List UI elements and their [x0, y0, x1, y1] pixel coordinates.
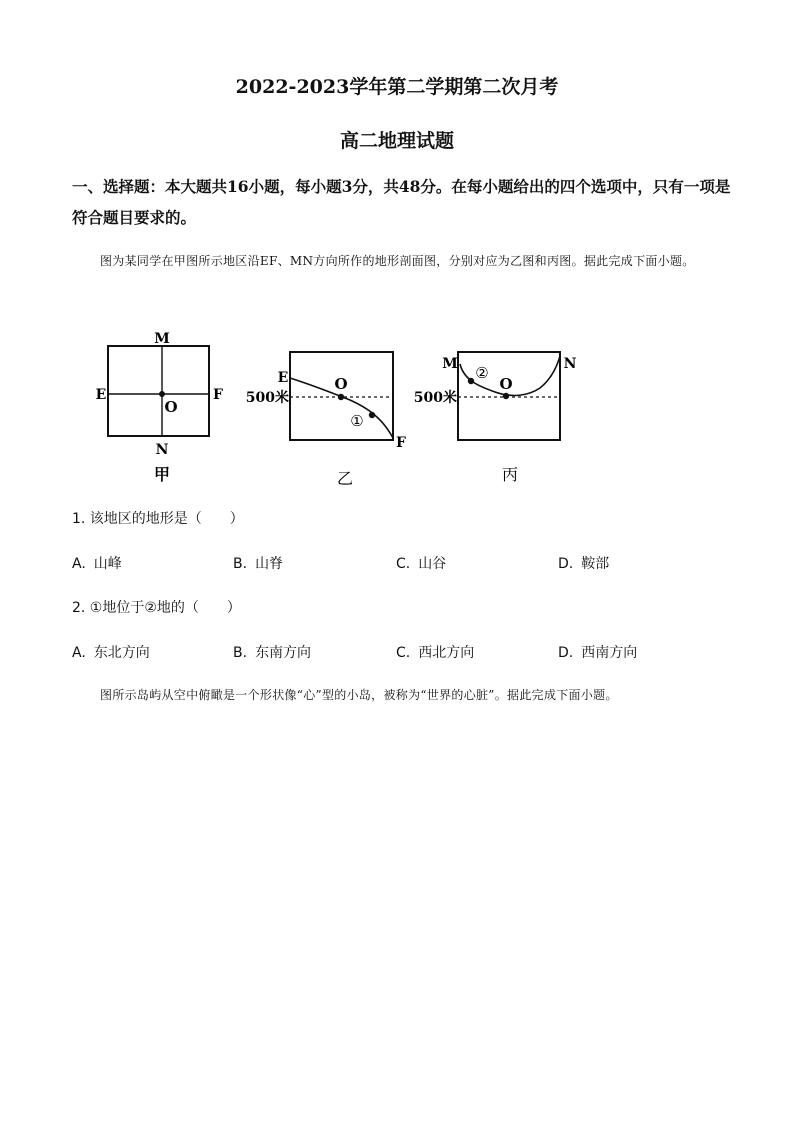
option-text: 西南方向 [581, 645, 638, 661]
option-text: 东北方向 [93, 645, 150, 661]
option-text: 山峰 [93, 556, 122, 572]
option-label: B. [233, 556, 248, 572]
option-text: 山脊 [255, 556, 284, 572]
exam-subtitle: 高二地理试题 [339, 130, 454, 152]
bing-label-m: M [442, 356, 458, 372]
yi-label-f: F [396, 435, 406, 451]
passage-intro-2: 图所示岛屿从空中俯瞰是一个形状像“心”型的小岛，被称为“世界的心脏”。据此完成下面小题。 [100, 688, 618, 702]
question-1-option-b[interactable] [233, 553, 283, 573]
bing-label-point-2: ② [475, 364, 489, 382]
option-text: 东南方向 [255, 645, 312, 661]
bing-caption: 丙 [501, 465, 519, 484]
option-label: A. [72, 556, 86, 572]
yi-elevation-label: 500米 [245, 390, 289, 406]
jia-label-f: F [213, 387, 223, 403]
option-text: 山谷 [418, 556, 447, 572]
question-1-stem: 1. 该地区的地形是（ ） [72, 511, 244, 527]
question-1-option-a[interactable] [72, 553, 122, 573]
question-1-option-c[interactable] [396, 553, 446, 573]
jia-label-e: E [95, 387, 107, 403]
option-label: C. [396, 556, 411, 572]
yi-label-e: E [277, 370, 289, 386]
bing-label-o: O [499, 375, 513, 393]
option-text: 鞍部 [581, 556, 610, 572]
jia-label-o: O [164, 398, 178, 416]
bing-label-n: N [563, 356, 577, 372]
yi-caption: 乙 [336, 469, 354, 488]
yi-label-o: O [334, 375, 348, 393]
jia-caption: 甲 [153, 465, 171, 484]
option-label: A. [72, 645, 86, 661]
question-2-option-d[interactable] [558, 642, 637, 662]
bing-elevation-label: 500米 [413, 390, 457, 406]
yi-label-point-1: ① [350, 412, 364, 430]
question-2-option-b[interactable] [233, 642, 311, 662]
option-label: C. [396, 645, 411, 661]
exam-title: 2022-2023学年第二学期第二次月考 [235, 76, 559, 98]
question-2-option-c[interactable] [396, 642, 474, 662]
section-heading: 一、选择题：本大题共16小题，每小题3分，共48分。在每小题给出的四个选项中，只有一项是符合题目要求的。 [72, 177, 731, 227]
figure-jia [96, 331, 223, 484]
jia-label-m: M [154, 331, 170, 347]
jia-label-n: N [155, 442, 169, 458]
figure-bing [414, 352, 577, 484]
question-2-stem: 2. ①地位于②地的（ ） [72, 600, 241, 616]
terrain-profile-figure [0, 320, 794, 500]
option-label: B. [233, 645, 248, 661]
option-label: D. [558, 556, 574, 572]
passage-intro-1: 图为某同学在甲图所示地区沿EF、MN方向所作的地形剖面图，分别对应为乙图和丙图。据此完成下面小题。 [100, 254, 695, 268]
question-1-option-d[interactable] [558, 553, 609, 573]
figure-yi [246, 352, 406, 488]
question-2-option-a[interactable] [72, 642, 150, 662]
option-text: 西北方向 [418, 645, 475, 661]
option-label: D. [558, 645, 574, 661]
